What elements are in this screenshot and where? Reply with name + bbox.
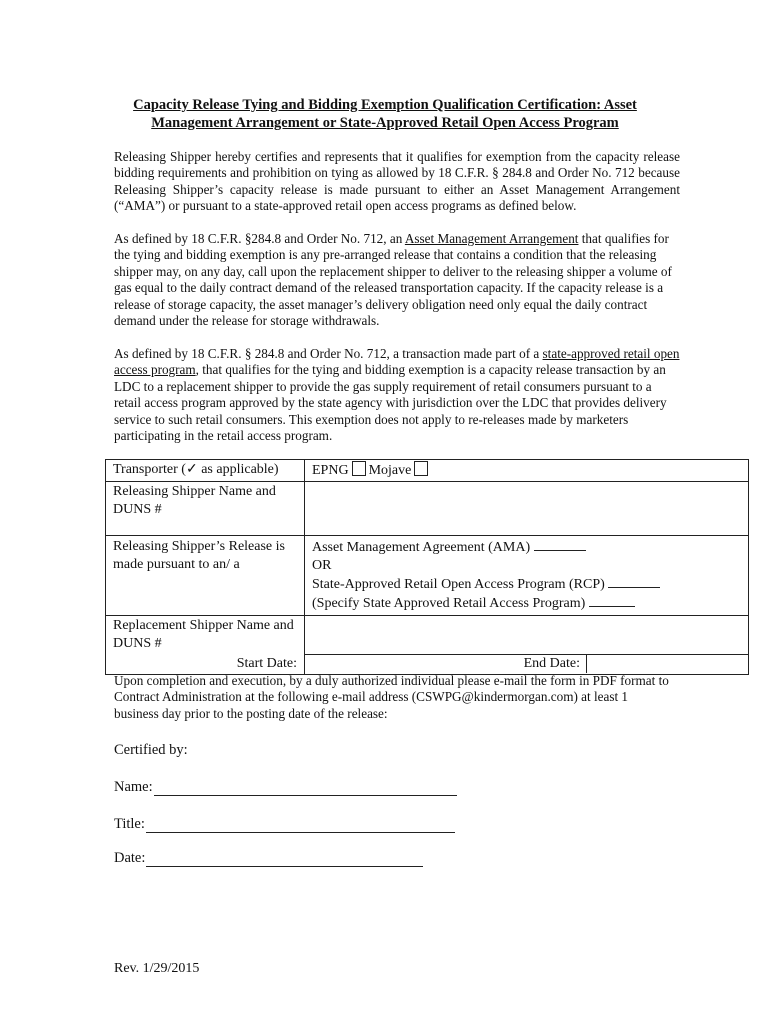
title-line-1: Capacity Release Tying and Bidding Exemption Qualification Certification: Asset xyxy=(133,97,637,113)
transporter-label: Transporter (✓ as applicable) xyxy=(106,460,305,482)
ama-definition-paragraph xyxy=(114,231,680,329)
specify-blank[interactable] xyxy=(589,594,635,607)
certification-paragraph: Releasing Shipper hereby certifies and represents that it qualifies for exemption from the capacity release bidding requirements and prohibition on tying as allowed by 18 C.F.R. § 284.8 and Order No. 712 because Releasing Shipper’s capacity release is made pursuant to either an Asset Management Arrangement (“AMA”) or pursuant to a state-approved retail open access programs as defined below. xyxy=(114,149,680,214)
name-signature-line xyxy=(114,779,457,796)
ama-term: Asset Management Arrangement xyxy=(404,231,579,246)
rcp-option-label: State-Approved Retail Open Access Program (RCP) xyxy=(312,577,605,592)
title-line-2: Management Arrangement or State-Approved Retail Open Access Program xyxy=(151,115,619,131)
releasing-shipper-field[interactable] xyxy=(305,482,749,536)
replacement-shipper-label: Replacement Shipper Name and DUNS # xyxy=(106,616,305,655)
start-date-field[interactable] xyxy=(305,655,587,673)
epng-checkbox[interactable] xyxy=(352,461,366,476)
transporter-options xyxy=(305,460,749,482)
specify-option-label: (Specify State Approved Retail Access Program) xyxy=(312,596,586,611)
retail-program-term: state-approved retail open access program xyxy=(114,346,680,378)
date-signature-line xyxy=(114,850,423,867)
name-field[interactable] xyxy=(154,782,457,796)
date-label: Date: xyxy=(114,850,146,866)
mojave-checkbox[interactable] xyxy=(414,461,428,476)
releasing-shipper-row xyxy=(106,482,749,536)
retail-program-definition-paragraph xyxy=(114,346,680,444)
date-row xyxy=(106,654,749,675)
ama-definition-intro: As defined by 18 C.F.R. §284.8 and Order No. 712, an xyxy=(114,231,405,246)
ama-definition-body: that qualifies for the tying and bidding exemption is any pre-arranged release that contains a condition that the releasing shipper may, on any day, call upon the replacement shipper to deliver to the releasing shipper a volume of gas equal to the daily contract demand of the released transportation capacity. If the capacity release is a release of storage capacity, the asset manager’s delivery obligation need only equal the daily contract demand under the release for storage withdrawals. xyxy=(114,231,672,329)
release-pursuant-label: Releasing Shipper’s Release is made pursuant to an/ a xyxy=(106,536,305,616)
or-label: OR xyxy=(312,558,332,573)
document-title xyxy=(110,96,660,132)
submission-instructions: Upon completion and execution, by a duly authorized individual please e-mail the form in PDF format to Contract Administration at the following e-mail address (CSWPG@kindermorgan.com) at least 1 business day prior to the posting date of the release: xyxy=(114,673,669,721)
releasing-shipper-label: Releasing Shipper Name and DUNS # xyxy=(106,482,305,536)
ama-blank[interactable] xyxy=(534,538,586,551)
retail-definition-body: , that qualifies for the tying and bidding exemption is a capacity release transaction by an LDC to a replacement shipper to provide the gas supply requirement of retail consumers pursuant to a retail access program approved by the state agency with jurisdiction over the LDC that provides delivery service to such retail consumers. This exemption does not apply to re-releases made by marketers participating in the retail access program. xyxy=(114,362,667,444)
date-field[interactable] xyxy=(146,853,423,867)
title-field[interactable] xyxy=(146,819,455,833)
date-inner xyxy=(305,655,748,673)
release-pursuant-options xyxy=(305,536,749,616)
replacement-shipper-row xyxy=(106,616,749,655)
release-info-table xyxy=(105,459,749,675)
date-fields xyxy=(305,654,749,675)
certified-by-label: Certified by: xyxy=(114,742,188,758)
epng-label: EPNG xyxy=(312,463,349,478)
end-date-field[interactable] xyxy=(587,655,748,673)
rcp-blank[interactable] xyxy=(608,575,660,588)
start-date-label: Start Date: xyxy=(106,654,305,675)
mojave-label: Mojave xyxy=(368,463,412,478)
end-date-label: End Date: xyxy=(523,655,580,671)
revision-date: Rev. 1/29/2015 xyxy=(114,961,200,976)
release-pursuant-row xyxy=(106,536,749,616)
specify-option xyxy=(312,594,741,613)
rcp-option xyxy=(312,575,741,594)
ama-option-label: Asset Management Agreement (AMA) xyxy=(312,540,531,555)
title-label: Title: xyxy=(114,816,145,832)
ama-option xyxy=(312,538,741,557)
transporter-row xyxy=(106,460,749,482)
title-signature-line xyxy=(114,816,455,833)
replacement-shipper-field[interactable] xyxy=(305,616,749,655)
name-label: Name: xyxy=(114,779,153,795)
retail-definition-intro: As defined by 18 C.F.R. § 284.8 and Order No. 712, a transaction made part of a xyxy=(114,346,543,361)
